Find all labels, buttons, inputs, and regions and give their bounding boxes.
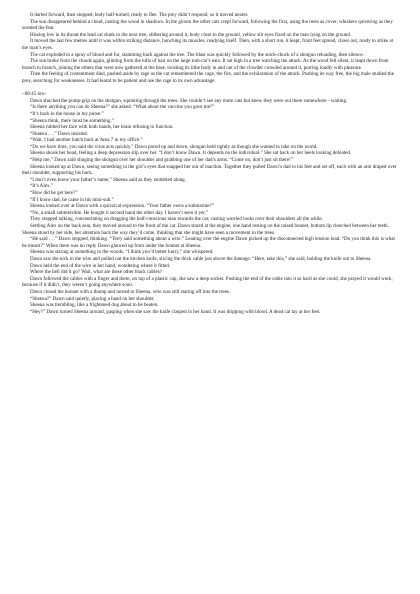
story-text [22, 12, 398, 315]
paragraph: “Do we have time, you said the virus acts quickly.” Dawn paced up and down, shotgun held tightly as though she wanted to take on the world. [30, 143, 318, 150]
paragraph: Dawn saw the nick in the wire and pulled out the kitchen knife, slicing the thick cable just above the damage. “Here, take this,” she said, holding the knife out to Sheena. [30, 255, 372, 262]
paragraph: Where the hell did it go? Wait, what are these other black cables? [30, 269, 162, 276]
paragraph: The cat exploded in a spray of blood and fur, slamming back against the tree. The blast was quickly followed by the snick-chuck of a shotgun reloading, then silence. [30, 51, 364, 58]
paragraph: “Help me,” Dawn said slinging the shotgun over her shoulder and grabbing one of her dad’s arms. “Come on, don’t just sit there!” [30, 157, 293, 164]
paragraph: Sheena was staring at something in the woods. “I think you’d better hurry,” she whispered. [30, 249, 214, 256]
paragraph: Dawn followed the cables with a finger and there, on top of a plastic cap, she saw a deep socket. Pushing the end of the cable into it as hard as she could, she prayed it would work, because if it didn’t, they weren’t going anywhere soon. [22, 275, 393, 289]
paragraph: “Wait, I had another batch back at Area 7 in my office.” [30, 137, 143, 144]
paragraph: The sun disappeared behind a cloud, casting the wood in shadows. In the gloom the other cats crept forward, following the first, using the trees as cover, whiskers quivering as they scented the fear. [22, 18, 393, 32]
paragraph: “Is there anything you can do Sheena?” she asked. “What about the vaccine you gave me?” [30, 104, 215, 111]
paragraph: Dawn held the end of the wire in her hand, wondering where it fitted. [30, 262, 171, 269]
paragraph: “It’s Alex.” [30, 183, 53, 190]
paragraph: It darted forward, then stopped, body half-turned, ready to flee. The prey didn’t respond, so it moved nearer. [30, 12, 249, 18]
paragraph: “It’s back in the house in my purse.” [30, 110, 104, 117]
paragraph: Sheena rubbed her face with both hands, her brain refusing to function. [30, 124, 174, 131]
section-timestamp: ~08:45 hrs~ [22, 91, 47, 98]
paragraph: Then the feeling of contentment died, pushed aside by rage as the cat remembered the cage, the fire, and the exhilaration of the attack. Pushing its way free, the big male studied the prey, searching for weaknesses. It had learnt to be patient and use the rage to its own advantage. [22, 71, 394, 84]
paragraph: “I don’t even know your father’s name,” Sheena said as they stumbled along. [30, 176, 186, 183]
paragraph: Sheena shook her head, feeling a deep depression slip over her. “I don’t know Dawn. It depends on the individual.” She sat back on her heels looking defeated. [30, 150, 352, 157]
paragraph: Dawn shucked the pump-grip on the shotgun, squinting through the trees. She couldn’t see any more cats but knew they were out there somewhere - waiting. [30, 97, 348, 104]
paragraph: Sheena was trembling, like a frightened dog about to be beaten. [30, 302, 159, 309]
paragraph: Sheena looked up at Dawn, seeing something in the girl’s eyes that snapped her out of inaction. Together they pulled Dawn’s dad to his feet and set off, each with an arm draped over their shoulder, supporting his back. [22, 163, 397, 177]
paragraph: “Sheena . . .” Dawn insisted. [30, 130, 88, 137]
paragraph: “Sheena think, there must be something.” [30, 117, 114, 124]
paragraph: “He said . . .” Dawn stopped, thinking. “Terry said something about a wire.” Leaning over the engine Dawn picked up the disconnected high tension lead. “Do you think this is what he meant?” When there was no reply Dawn glanced up from under the bonnet at Sheena. [22, 236, 395, 249]
paragraph: “Sheena?” Dawn said quietly, placing a hand on her shoulder. [30, 295, 155, 302]
paragraph: The sun broke from the clouds again, glinting from the tufts of hair on the large tom-cat’s ears. It sat high in a tree watching the attack. As the wood fell silent, it leapt down from branch to branch, joining the others that were now gathered at the base, twisting its lithe body in and out of the clowder crowded around it, purring loudly with pleasure. [22, 58, 389, 71]
paragraph: They stopped talking, concentrating on dragging the half-conscious man towards the car, casting worried looks over their shoulders all the while. [30, 216, 323, 223]
paragraph: “If I know dad, he came in his mini-sub.” [30, 196, 114, 203]
paragraph: “No, a small submersible. He bought it second hand the other day. I haven’t seen it yet.” [30, 209, 209, 216]
paragraph: Sheena looked over at Dawn with a quizzical expression. “Your father owns a submarine?” [30, 203, 214, 210]
paragraph: “Hey?” Dawn turned Sheena around, gasping when she saw the knife clasped in her hand. It was dripping with blood. A dead cat lay at her feet. [30, 308, 321, 315]
paragraph: “How did he get here?” [30, 190, 78, 197]
paragraph: Dawn closed the bonnet with a thump and turned to Sheena, who was still staring off into the trees. [30, 288, 231, 295]
paragraph: Settling Alex on the back seat, they moved around to the front of the car. Dawn stared at the engine, one hand resting on the raised bonnet, bottom lip clenched between her teeth. Sheena stood by her side, her attention back the way they’d come, thinking that she might have seen a movement in the trees. [22, 223, 389, 236]
paragraph: It moved the last few metres until it was within striking distance, bunching its muscles, readying itself. Then, with a short run, it leapt, front feet spread, claws out, ready to strike at the man’s eyes. [22, 38, 394, 51]
paragraph: Hissing low in its throat the lead cat slunk to the next tree, slithering around it, body close to the ground, yellow slit eyes fixed on the man lying on the ground. [30, 31, 352, 38]
